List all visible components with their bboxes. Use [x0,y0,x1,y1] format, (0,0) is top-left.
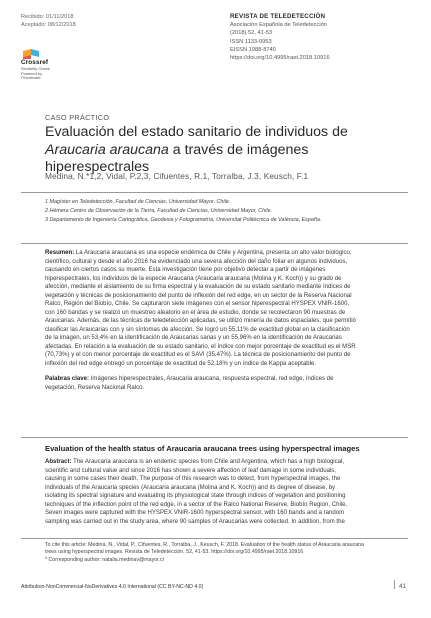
divider [21,192,408,193]
license-text: Attribution-NonCommercial-NoDerivatives 4.0 International (CC BY-NC-ND 4.0) [21,584,204,590]
resumen-line: Araucarias. Además, de las técnicas de teledetección aplicadas, se utilizó minería de datos espaciales, que permitió [45,318,356,324]
resumen-line: inflexión del red edge entregó un porcentaje de exactitud de 52,18% y un índice de Kappa aceptable. [45,360,316,367]
abstract-line: individuals of the Araucaria species (Araucaria araucana (Molina and K. Koch)) and its degree of disease, by [45,484,336,491]
author-list: Medina, N.*1,2, Vidal, P.2,3, Cifuentes, R.1, Torralba, J.3, Keusch, F.1 [45,171,309,181]
received-date: Recibido: 01/11/2018 [21,14,74,20]
resumen-line: científico, cultural y desde el año 2016 ha evidenciado una severa afección del daño foliar en algunos individuos, [45,258,348,265]
journal-title: REVISTA DE TELEDETECCIÓN [230,13,326,20]
article-title [45,124,405,177]
abstract-line: techniques of the inflection point of the red edge, in a sector of the Ralco National Reserve, Biobío Region, Chile. [45,501,348,508]
divider [21,538,408,539]
issn: ISSN 1133-0953 [230,38,272,45]
page-number: 41 [399,583,407,590]
abstract-label: Abstract: [45,459,72,465]
abstract-line: scientific and cultural value and since 2016 has shown a severe affection of leaf damage in some individuals, [45,467,336,474]
abstract-paragraph [45,458,363,526]
keywords-label: Palabras clave: [45,376,90,382]
affiliation-3: 3 Departamento de Ingeniería Cartográfica, Geodesia y Fotogrametría, Universitat Politècnica de València, España. [45,217,322,223]
doi-link[interactable]: https://doi.org/10.4995/raet.2018.10916 [230,55,330,62]
resumen-line: (70,73%) y el con menor porcentaje de exactitud es el SAVI (35,47%). La técnica de posicionamiento del punto de [45,352,351,358]
keywords-line: vegetación, Reserva Nacional Ralco. [45,384,145,391]
citation-line: To cite this article: Medina, N., Vidal, P., Cifuentes, R., Torralba, J., Keusch, F. 2018. Evaluation of the health status of Araucaria araucana [45,542,364,548]
association-name: Asociación Española de Teledetección [230,22,327,29]
resumen-paragraph [45,249,363,368]
crossref-name: Crossref [21,59,49,66]
resumen-label: Resumen: [45,250,75,256]
resumen-line: afectadas. En relación a la evaluación de su estado sanitario, el índice con mejor porcentaje de exactitud es el MSR [45,343,356,350]
corresponding-author: * Corresponding author: natalia.medinav@mayor.cl [45,556,164,563]
abstract-line: causing in some cases their death. The purpose of this research was to detect, from hyperspectral images, the [45,476,341,482]
resumen-line: Ralco, Región del Biobío, Chile. Se capturaron siete imágenes con el sensor hiperespectral HYSPEX VNIR-1600, [45,301,350,307]
resumen-line: afección, mediante el aislamiento de su firma espectral y la evaluación de su estado sanitario mediante índices de [45,284,351,290]
issue-info: (2018) 52, 41-53 [230,30,273,37]
resumen-line: de la imagen, un 53,4% en la identificación de Araucarias sanas y un 55,96% en la identificación de Araucarias [45,335,342,341]
citation-line: trees using hyperspectral images. Revista de Teledetección, 52, 41-53. https://doi.org/10.4995/raet.2018.10916 [45,549,304,556]
page-divider [394,580,395,589]
abstract-line: sampling was carried out in the study area, where 90 samples of Araucarias were collected. In addition, from the [45,518,345,525]
abstract-line: Seven images were captured with the HYSPEX VNIR-1600 hyperspectral sensor, with 160 bands and a random [45,510,345,516]
abstract-line: isolating its spectral signature and evaluating its physiological state through indices of vegetation and positioning [45,493,346,499]
resumen-line: con 160 bandas y se realizó un muestreo aleatorio en el área de estudio, donde se recolectaron 90 muestras de [45,309,346,316]
abstract-line: Abstract: The Araucaria araucana is an endemic species from Chile and Argentina, which has a high biological, [45,459,345,465]
section-label: CASO PRÁCTICO [45,113,110,122]
accepted-date: Aceptado: 08/12/2018 [21,22,76,28]
journal-info [230,13,406,62]
eissn: EISSN 1988-8740 [230,46,276,53]
divider [21,243,408,244]
article-dates [21,13,76,29]
crossref-logo[interactable] [21,49,61,79]
affiliation-1: 1 Magíster en Teledetección, Facultad de Ciencias, Universidad Mayor, Chile. [45,199,231,205]
citation-footnote [45,542,385,564]
resumen-line: clasificar las Araucarias con y sin síntomas de afección. Se logró un 55,11% de exactitud global en la clasificación [45,326,350,333]
crossref-subtitle: Similarity Check Powered by iThenticate [21,66,50,80]
resumen-line: causando en ciertos casos su muerte. Esta investigación tiene por objetivo detectar a partir de imágenes [45,267,326,273]
resumen-line: Resumen: La Araucaria araucana es una especie endémica de Chile y Argentina, presenta un alto valor biológico, [45,250,352,256]
keywords-line: Palabras clave: Imágenes hiperespectrales, Araucaria araucana, respuesta espectral, red edge, índices de [45,376,334,382]
divider [21,437,408,438]
english-title: Evaluation of the health status of Araucaria araucana trees using hyperspectral images [45,444,360,453]
title-line-1: Evaluación del estado sanitario de individuos de [45,124,348,140]
resumen-line: vegetación y técnicas de posicionamiento del punto de inflexión del red edge, en un sector de la Reserva Nacional [45,292,352,299]
affiliation-2: 2 Hémera Centro de Observación de la Tierra, Facultad de Ciencias, Universidad Mayor, Chile. [45,208,273,214]
resumen-line: hiperespectrales, los individuos de la especie Araucaria (Araucaria araucana (Molina y K. Koch)) y su grado de [45,275,342,282]
crossref-icon [21,49,61,59]
keywords-paragraph [45,375,363,392]
title-line-2: Araucaria araucana a través de imágenes hiperespectrales [45,141,309,175]
